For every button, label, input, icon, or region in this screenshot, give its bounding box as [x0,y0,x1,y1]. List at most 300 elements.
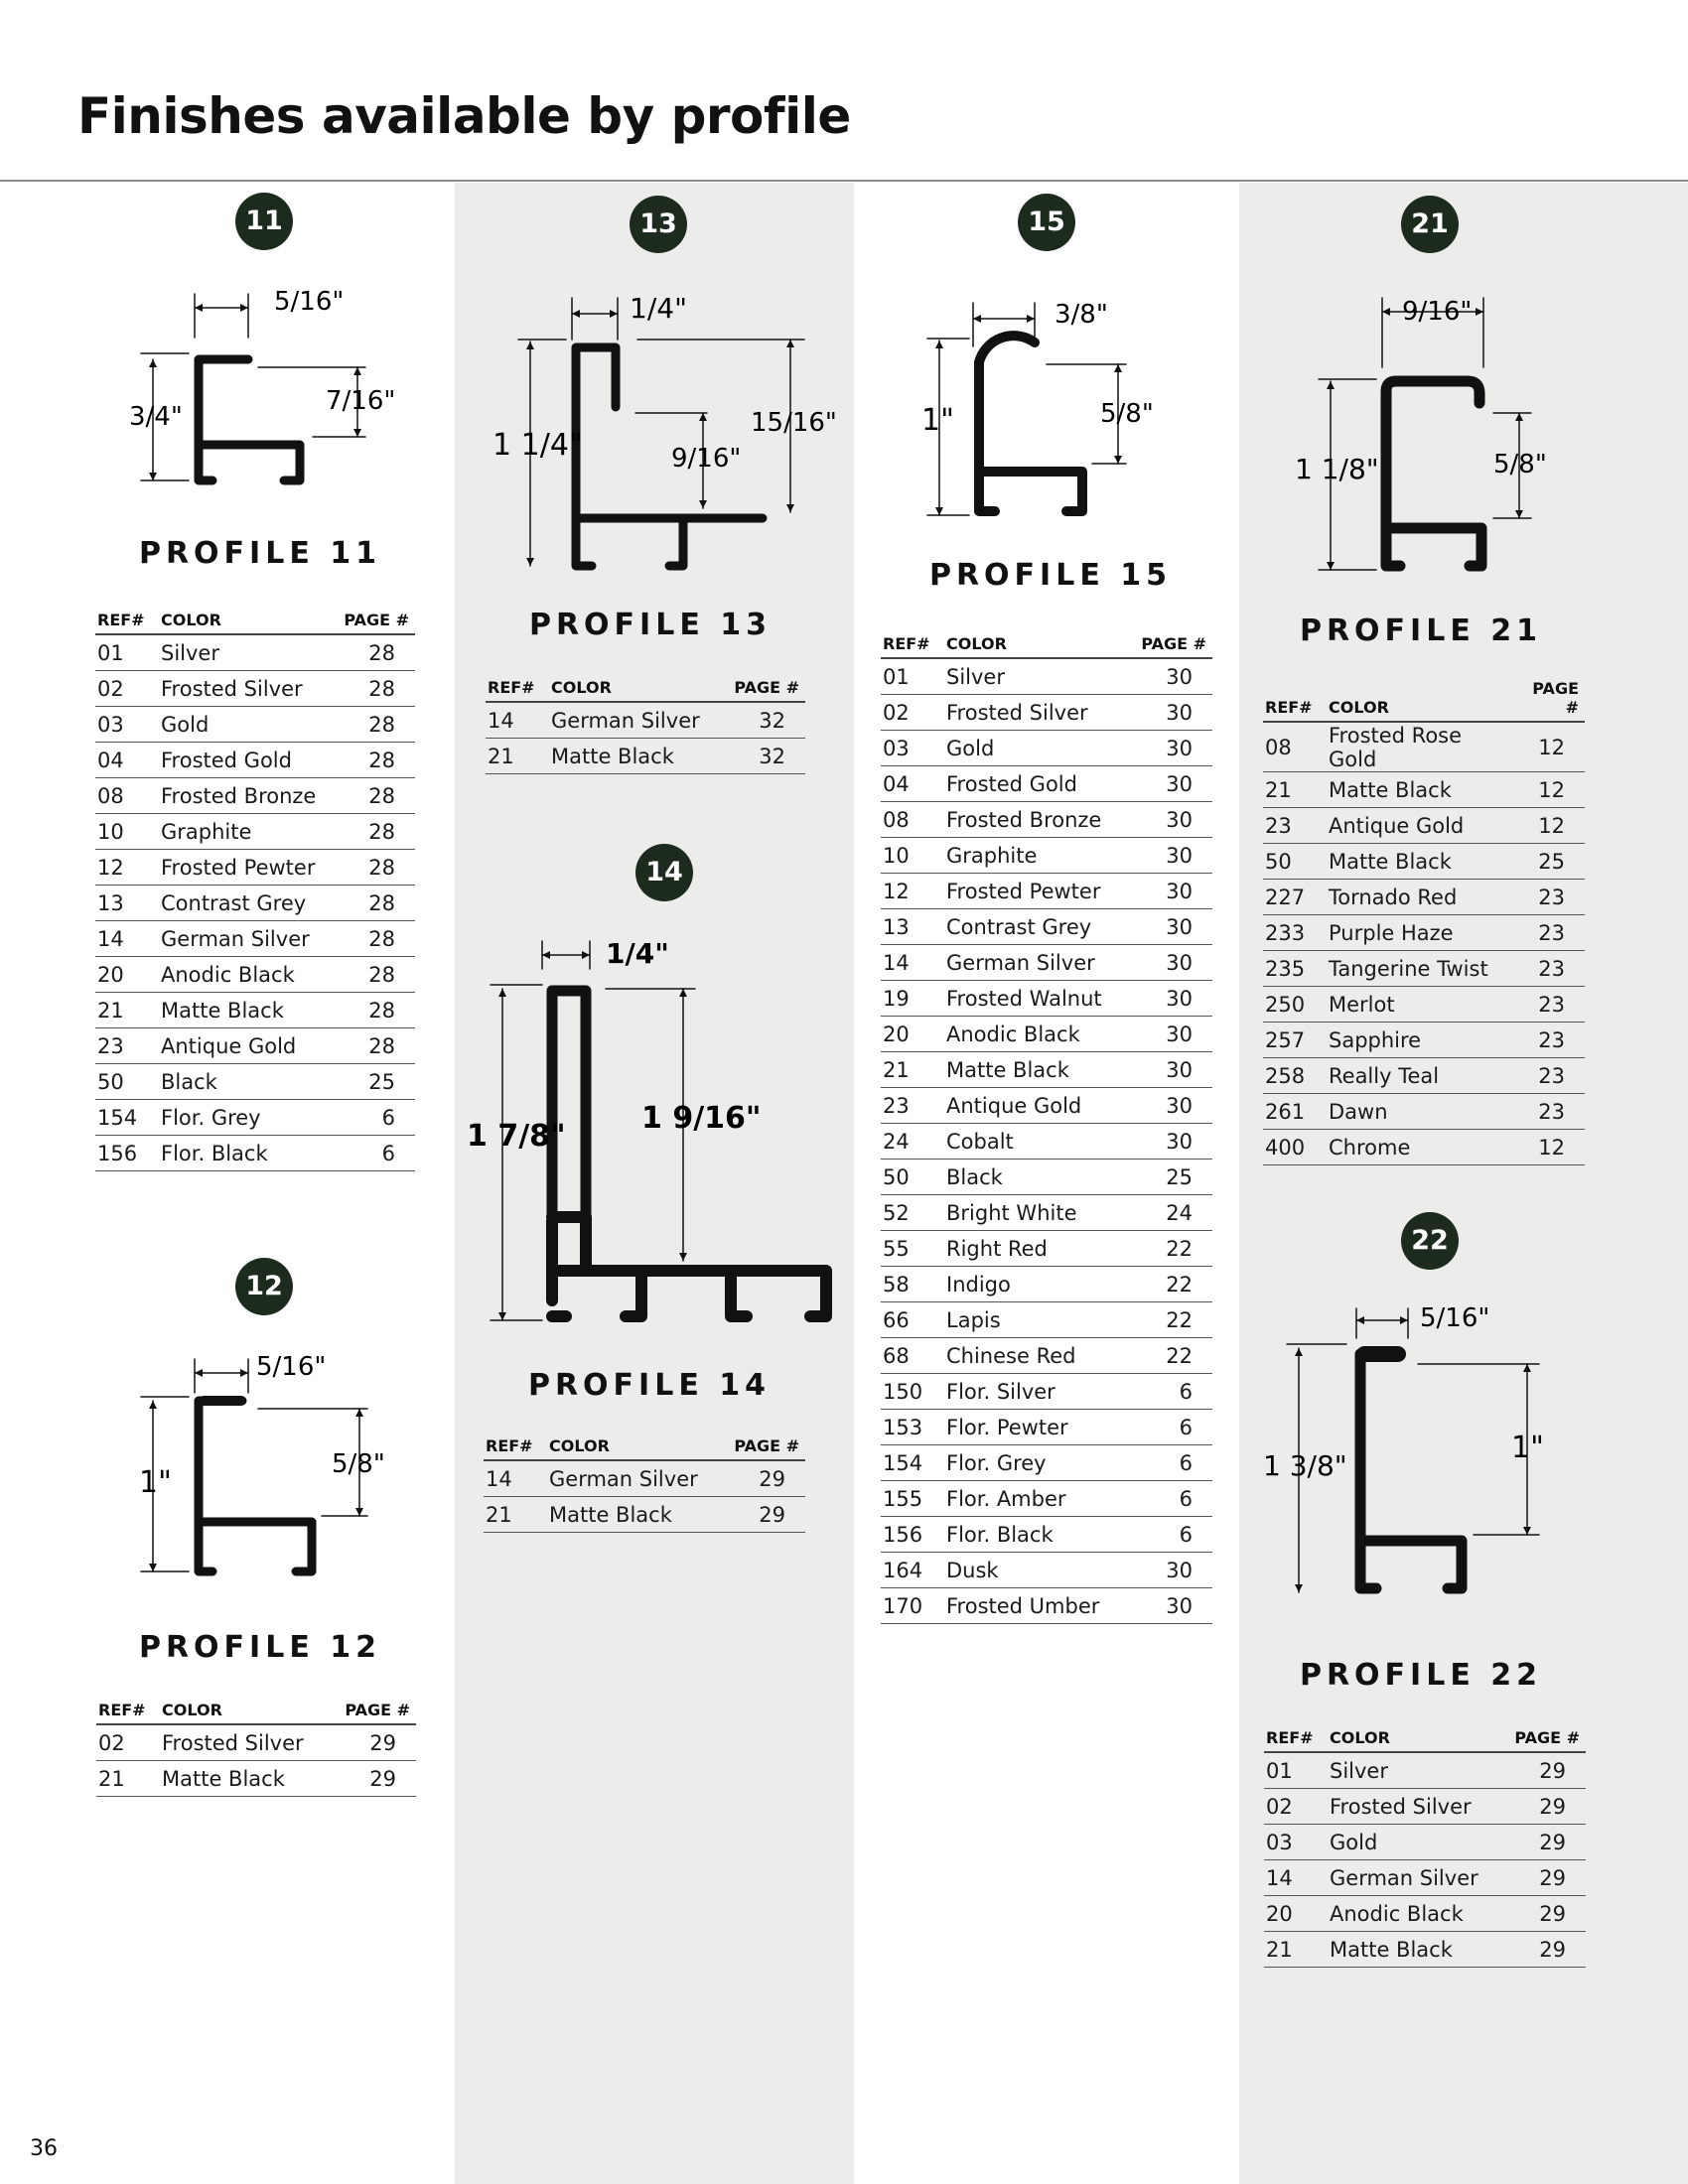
page-cell: 28 [335,707,415,743]
color-cell: Antique Gold [159,1028,335,1064]
table-row [484,1460,805,1497]
page-cell: 29 [1502,1896,1586,1932]
table-row [881,658,1212,695]
table-row [95,814,415,850]
page-cell: 12 [1513,808,1585,844]
profile-14-label: PROFILE 14 [527,1368,772,1403]
ref-cell: 23 [95,1028,159,1064]
profile-11-table [95,606,415,1171]
table-row [881,874,1212,909]
color-cell: Gold [1328,1825,1502,1860]
ref-cell: 14 [486,702,549,739]
page-cell: 23 [1513,1094,1585,1130]
profile-22-dim-height: 1 3/8" [1263,1449,1347,1482]
column-header-ref: REF# [486,673,549,702]
color-cell: Anodic Black [159,957,335,993]
column-header-ref: REF# [1264,1723,1328,1752]
ref-cell: 50 [1263,844,1327,880]
ref-cell: 55 [881,1231,944,1267]
table-row [881,731,1212,766]
color-cell: Flor. Pewter [944,1410,1128,1445]
color-cell: Tornado Red [1327,880,1513,915]
profile-15-badge: 15 [1018,194,1075,251]
color-cell: Frosted Silver [1328,1789,1502,1825]
color-cell: Chrome [1327,1130,1513,1165]
column-header-page: PAGE # [722,673,805,702]
profile-13-label: PROFILE 13 [528,608,773,642]
color-cell: Merlot [1327,987,1513,1023]
ref-cell: 03 [95,707,159,743]
profile-14-table [484,1432,805,1533]
ref-cell: 164 [881,1553,944,1588]
table-row [1263,915,1585,951]
ref-cell: 21 [95,993,159,1028]
table-row [881,1088,1212,1124]
profile-21-table [1263,679,1585,1165]
color-cell: Right Red [944,1231,1128,1267]
ref-cell: 01 [1264,1752,1328,1789]
table-header-row [881,629,1212,658]
page-cell: 28 [335,634,415,671]
profile-13-dim-width: 1/4" [630,292,687,325]
color-cell: Chinese Red [944,1338,1128,1374]
profile-11-dim-width: 5/16" [274,287,345,317]
color-cell: Tangerine Twist [1327,951,1513,987]
ref-cell: 155 [881,1481,944,1517]
color-cell: Flor. Black [944,1517,1128,1553]
profile-11-diagram [109,278,407,506]
color-cell: Silver [159,634,335,671]
table-row [1263,987,1585,1023]
page-cell: 30 [1128,658,1212,695]
color-cell: German Silver [1328,1860,1502,1896]
table-header-row [95,606,415,634]
profile-21-dim-width: 9/16" [1402,297,1473,327]
color-cell: Frosted Silver [159,671,335,707]
page-cell: 30 [1128,909,1212,945]
page-cell: 29 [331,1761,416,1797]
ref-cell: 12 [881,874,944,909]
color-cell: Indigo [944,1267,1128,1302]
ref-cell: 03 [881,731,944,766]
page-cell: 30 [1128,1017,1212,1052]
color-cell: German Silver [159,921,335,957]
ref-cell: 250 [1263,987,1327,1023]
column-header-ref: REF# [881,629,944,658]
table-row [1263,844,1585,880]
table-row [881,1231,1212,1267]
color-cell: Lapis [944,1302,1128,1338]
color-cell: Matte Black [1327,772,1513,808]
ref-cell: 258 [1263,1058,1327,1094]
table-row [95,743,415,778]
profile-21-label: PROFILE 21 [1299,614,1543,648]
profile-11-dim-lip: 7/16" [326,386,396,416]
ref-cell: 13 [881,909,944,945]
table-row [881,1302,1212,1338]
page-cell: 25 [335,1064,415,1100]
page-cell: 29 [1502,1789,1586,1825]
ref-cell: 08 [95,778,159,814]
color-cell: Silver [944,658,1128,695]
table-row [95,1064,415,1100]
page-cell: 30 [1128,874,1212,909]
page-cell: 12 [1513,1130,1585,1165]
ref-cell: 261 [1263,1094,1327,1130]
ref-cell: 170 [881,1588,944,1624]
color-cell: Matte Black [549,739,722,774]
ref-cell: 50 [95,1064,159,1100]
color-cell: Contrast Grey [944,909,1128,945]
table-row [881,695,1212,731]
table-row [1264,1789,1586,1825]
column-header-ref: REF# [96,1696,160,1724]
ref-cell: 150 [881,1374,944,1410]
page-cell: 23 [1513,1023,1585,1058]
page-cell: 30 [1128,802,1212,838]
ref-cell: 13 [95,886,159,921]
color-cell: Frosted Gold [944,766,1128,802]
color-cell: Frosted Gold [159,743,335,778]
ref-cell: 03 [1264,1825,1328,1860]
color-cell: Frosted Rose Gold [1327,722,1513,772]
ref-cell: 02 [1264,1789,1328,1825]
profile-22-badge: 22 [1401,1212,1459,1270]
page-cell: 22 [1128,1302,1212,1338]
ref-cell: 21 [484,1497,547,1533]
header-divider [0,180,1688,182]
page-cell: 30 [1128,981,1212,1017]
page-cell: 28 [335,671,415,707]
column-header-page: PAGE # [1128,629,1212,658]
ref-cell: 01 [95,634,159,671]
page-cell: 30 [1128,1052,1212,1088]
page-cell: 29 [722,1460,805,1497]
table-row [881,1410,1212,1445]
color-cell: Matte Black [160,1761,331,1797]
ref-cell: 04 [95,743,159,778]
color-cell: Gold [944,731,1128,766]
column-header-color: COLOR [1327,679,1513,722]
color-cell: Matte Black [944,1052,1128,1088]
table-row [95,957,415,993]
profile-22-table [1264,1723,1586,1968]
ref-cell: 20 [1264,1896,1328,1932]
page-cell: 30 [1128,1124,1212,1160]
page-cell: 28 [335,957,415,993]
profile-13-diagram [477,278,837,586]
table-row [881,1374,1212,1410]
table-row [1263,1094,1585,1130]
table-row [1264,1896,1586,1932]
ref-cell: 154 [95,1100,159,1136]
ref-cell: 21 [96,1761,160,1797]
table-row [1263,772,1585,808]
profile-11-badge: 11 [235,193,293,250]
table-row [95,1136,415,1171]
color-cell: Flor. Grey [159,1100,335,1136]
page-cell: 23 [1513,987,1585,1023]
ref-cell: 50 [881,1160,944,1195]
table-row [1263,1058,1585,1094]
page-cell: 28 [335,778,415,814]
ref-cell: 21 [881,1052,944,1088]
page-cell: 29 [1502,1860,1586,1896]
profile-21-dim-lip: 5/8" [1493,450,1547,479]
page-cell: 6 [1128,1410,1212,1445]
table-row [881,1052,1212,1088]
ref-cell: 08 [1263,722,1327,772]
ref-cell: 66 [881,1302,944,1338]
profile-13-table [486,673,805,774]
column-header-page: PAGE # [722,1432,805,1460]
color-cell: Graphite [944,838,1128,874]
table-row [1263,808,1585,844]
profile-15-table [881,629,1212,1624]
table-header-row [1264,1723,1586,1752]
page-cell: 28 [335,1028,415,1064]
profile-15-dim-lip: 5/8" [1100,399,1154,429]
table-row [486,702,805,739]
color-cell: Antique Gold [1327,808,1513,844]
color-cell: Anodic Black [944,1017,1128,1052]
page-cell: 24 [1128,1195,1212,1231]
column-header-page: PAGE # [1502,1723,1586,1752]
ref-cell: 227 [1263,880,1327,915]
color-cell: Dusk [944,1553,1128,1588]
table-row [95,1028,415,1064]
table-header-row [486,673,805,702]
profile-21-dim-height: 1 1/8" [1295,453,1379,485]
ref-cell: 02 [881,695,944,731]
page-cell: 6 [1128,1517,1212,1553]
page-cell: 28 [335,921,415,957]
profile-14-dim-width: 1/4" [606,937,669,970]
page-cell: 22 [1128,1267,1212,1302]
page-cell: 23 [1513,880,1585,915]
ref-cell: 21 [1263,772,1327,808]
profile-22-dim-width: 5/16" [1420,1303,1490,1333]
page-cell: 22 [1128,1231,1212,1267]
ref-cell: 14 [95,921,159,957]
color-cell: Gold [159,707,335,743]
color-cell: Frosted Walnut [944,981,1128,1017]
column-header-color: COLOR [547,1432,722,1460]
ref-cell: 233 [1263,915,1327,951]
color-cell: Graphite [159,814,335,850]
profile-14-badge: 14 [635,844,693,901]
ref-cell: 235 [1263,951,1327,987]
table-row [881,1017,1212,1052]
table-row [881,766,1212,802]
page-cell: 32 [722,739,805,774]
ref-cell: 20 [881,1017,944,1052]
table-row [881,1160,1212,1195]
color-cell: Flor. Silver [944,1374,1128,1410]
page-cell: 6 [1128,1481,1212,1517]
page-cell: 28 [335,850,415,886]
column-header-page: PAGE # [1513,679,1585,722]
page-cell: 6 [1128,1445,1212,1481]
profile-12-label: PROFILE 12 [138,1630,382,1665]
table-row [95,634,415,671]
column-header-ref: REF# [484,1432,547,1460]
ref-cell: 19 [881,981,944,1017]
profile-12-diagram [109,1345,407,1603]
table-row [1263,1023,1585,1058]
ref-cell: 58 [881,1267,944,1302]
page-cell: 28 [335,886,415,921]
page-cell: 29 [1502,1825,1586,1860]
table-row [95,671,415,707]
profile-15-diagram [904,283,1201,541]
color-cell: Frosted Pewter [944,874,1128,909]
profile-22-diagram [1251,1291,1589,1618]
profile-21-badge: 21 [1401,196,1459,253]
column-header-ref: REF# [95,606,159,634]
table-row [1264,1932,1586,1968]
color-cell: German Silver [944,945,1128,981]
table-row [881,1195,1212,1231]
page-number: 36 [30,2136,58,2161]
ref-cell: 154 [881,1445,944,1481]
table-row [881,1517,1212,1553]
table-row [881,1445,1212,1481]
page-cell: 30 [1128,1088,1212,1124]
profile-15-dim-width: 3/8" [1055,300,1108,330]
profile-11-dim-height: 3/4" [129,402,183,432]
color-cell: German Silver [549,702,722,739]
color-cell: Flor. Amber [944,1481,1128,1517]
color-cell: Matte Black [547,1497,722,1533]
table-row [881,1481,1212,1517]
page-cell: 29 [331,1724,416,1761]
profile-21-diagram [1281,278,1599,596]
page-cell: 32 [722,702,805,739]
profile-14-dim-height: 1 7/8" [467,1119,566,1154]
page-cell: 29 [722,1497,805,1533]
color-cell: Black [159,1064,335,1100]
profile-12-badge: 12 [235,1258,293,1315]
table-row [486,739,805,774]
profile-12-dim-lip: 5/8" [332,1449,385,1479]
color-cell: German Silver [547,1460,722,1497]
table-row [881,909,1212,945]
color-cell: Cobalt [944,1124,1128,1160]
color-cell: Frosted Pewter [159,850,335,886]
ref-cell: 52 [881,1195,944,1231]
color-cell: Anodic Black [1328,1896,1502,1932]
ref-cell: 14 [484,1460,547,1497]
page-cell: 30 [1128,695,1212,731]
page-cell: 22 [1128,1338,1212,1374]
page-cell: 28 [335,743,415,778]
ref-cell: 21 [1264,1932,1328,1968]
profile-12-dim-height: 1" [139,1465,172,1500]
profile-22-dim-lip: 1" [1511,1431,1544,1465]
profile-12-dim-width: 5/16" [256,1352,327,1382]
table-row [95,707,415,743]
page-cell: 6 [335,1100,415,1136]
color-cell: Black [944,1160,1128,1195]
column-header-color: COLOR [159,606,335,634]
table-row [484,1497,805,1533]
profile-15-label: PROFILE 15 [928,558,1173,593]
color-cell: Matte Black [1327,844,1513,880]
column-header-ref: REF# [1263,679,1327,722]
ref-cell: 04 [881,766,944,802]
table-row [95,993,415,1028]
profile-15-dim-height: 1" [921,403,954,438]
table-row [95,1100,415,1136]
color-cell: Frosted Umber [944,1588,1128,1624]
page-cell: 23 [1513,915,1585,951]
table-row [95,778,415,814]
table-row [1264,1860,1586,1896]
ref-cell: 400 [1263,1130,1327,1165]
page-cell: 6 [335,1136,415,1171]
table-row [881,945,1212,981]
table-header-row [96,1696,416,1724]
color-cell: Frosted Bronze [944,802,1128,838]
page-cell: 28 [335,814,415,850]
table-row [881,1338,1212,1374]
ref-cell: 23 [881,1088,944,1124]
table-row [881,802,1212,838]
page-title: Finishes available by profile [77,87,851,145]
page-cell: 23 [1513,951,1585,987]
color-cell: Dawn [1327,1094,1513,1130]
profile-14-dim-lip: 1 9/16" [641,1101,762,1136]
ref-cell: 23 [1263,808,1327,844]
column-header-color: COLOR [944,629,1128,658]
table-row [881,981,1212,1017]
page-cell: 30 [1128,838,1212,874]
page-cell: 30 [1128,731,1212,766]
page-cell: 30 [1128,1588,1212,1624]
page-cell: 30 [1128,945,1212,981]
color-cell: Matte Black [159,993,335,1028]
column-header-color: COLOR [160,1696,331,1724]
page-cell: 12 [1513,722,1585,772]
ref-cell: 01 [881,658,944,695]
ref-cell: 14 [881,945,944,981]
table-row [881,1267,1212,1302]
ref-cell: 14 [1264,1860,1328,1896]
table-row [881,1124,1212,1160]
ref-cell: 156 [881,1517,944,1553]
ref-cell: 08 [881,802,944,838]
table-row [1263,951,1585,987]
table-header-row [1263,679,1585,722]
table-header-row [484,1432,805,1460]
page-cell: 23 [1513,1058,1585,1094]
ref-cell: 20 [95,957,159,993]
table-row [881,1553,1212,1588]
color-cell: Antique Gold [944,1088,1128,1124]
color-cell: Frosted Silver [944,695,1128,731]
page-cell: 28 [335,993,415,1028]
table-row [95,850,415,886]
ref-cell: 257 [1263,1023,1327,1058]
column-header-page: PAGE # [331,1696,416,1724]
profile-14-diagram [467,923,854,1330]
table-row [96,1761,416,1797]
ref-cell: 02 [95,671,159,707]
column-header-color: COLOR [549,673,722,702]
table-row [881,838,1212,874]
profile-22-label: PROFILE 22 [1299,1658,1543,1693]
